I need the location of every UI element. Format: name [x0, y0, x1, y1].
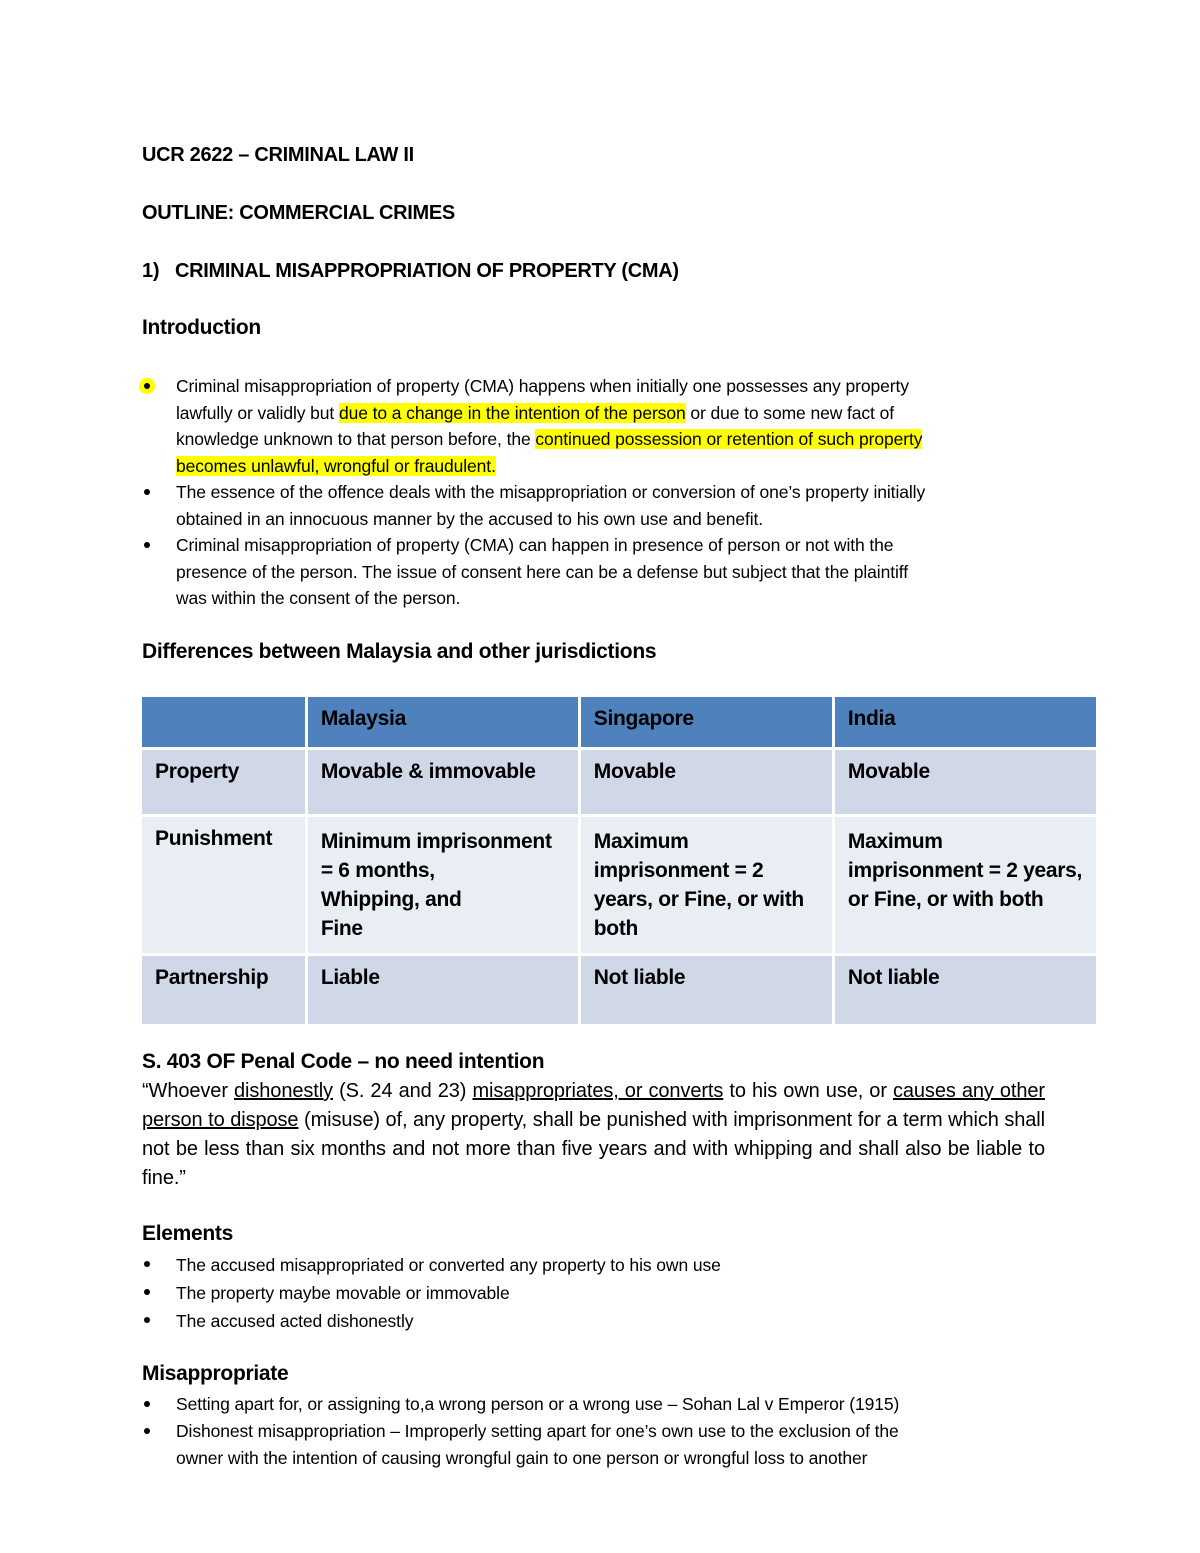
introduction-heading: Introduction — [142, 316, 261, 339]
misappropriate-b2-line1: Dishonest misappropriation – Improperly setting apart for one’s own use to the exclusion of the — [176, 1421, 899, 1441]
list-item: The property maybe movable or immovable — [142, 1279, 721, 1307]
table-row — [142, 956, 1096, 1024]
cell-line: Fine — [320, 917, 363, 940]
introduction-list — [142, 373, 925, 612]
underlined-text: misappropriates, or converts — [472, 1080, 724, 1102]
intro-b1-line2a: lawfully or validly but — [176, 402, 339, 423]
misappropriate-b2-line2: owner with the intention of causing wrongful gain to one person or wrongful loss to another — [176, 1448, 868, 1468]
s403-heading: S. 403 OF Penal Code – no need intention — [142, 1050, 545, 1073]
cell-line: both — [593, 917, 639, 940]
row-label: Partnership — [142, 956, 305, 1024]
intro-b1-line2c: or due to some new fact of — [685, 402, 894, 423]
course-title: UCR 2622 – CRIMINAL LAW II — [142, 144, 414, 166]
list-item — [142, 479, 925, 532]
intro-b2-line2: obtained in an innocuous manner by the accused to his own use and benefit. — [176, 508, 764, 529]
underlined-text: dishonestly — [234, 1080, 333, 1102]
elements-heading: Elements — [142, 1222, 233, 1245]
cell-line: = 6 months, — [320, 859, 435, 882]
table-header-cell: Malaysia — [308, 697, 578, 747]
table-header-cell: Singapore — [581, 697, 832, 747]
comparison-table — [139, 694, 1099, 1027]
section-title: 1) CRIMINAL MISAPPROPRIATION OF PROPERTY (CMA) — [142, 260, 679, 282]
intro-b1-line3a: knowledge unknown to that person before, the — [176, 429, 536, 449]
quote-text: (S. 24 and 23) — [332, 1080, 473, 1102]
table-cell: Not liable — [581, 956, 832, 1024]
intro-b3-line1: Criminal misappropriation of property (CMA) can happen in presence of person or not with the — [176, 535, 894, 555]
misappropriate-b1: Setting apart for, or assigning to,a wrong person or a wrong use – Sohan Lal v Emperor (1915) — [176, 1394, 900, 1414]
intro-b3-line2: presence of the person. The issue of consent here can be a defense but subject that the plaintiff — [176, 561, 908, 582]
list-item — [142, 1418, 899, 1472]
table-row — [142, 817, 1096, 953]
table-cell: Liable — [308, 956, 578, 1024]
misappropriate-list — [142, 1391, 899, 1472]
table-cell — [581, 817, 832, 953]
cell-line: imprisonment = 2 years, — [847, 859, 1083, 882]
cell-line: Maximum — [847, 830, 943, 853]
table-cell: Not liable — [835, 956, 1096, 1024]
table-header-row — [142, 697, 1096, 747]
highlight-text: becomes unlawful, wrongful or fraudulent. — [176, 455, 496, 476]
intro-b1-line1: Criminal misappropriation of property (CMA) happens when initially one possesses any property — [176, 376, 909, 396]
quote-text: “Whoever — [142, 1080, 234, 1102]
list-item — [142, 1391, 899, 1418]
list-item: The accused misappropriated or converted any property to his own use — [142, 1251, 721, 1279]
table-header-cell — [142, 697, 305, 747]
cell-line: or Fine, or with both — [847, 888, 1044, 911]
table-cell: Movable & immovable — [308, 750, 578, 814]
table-header-cell: India — [835, 697, 1096, 747]
cell-line: Minimum imprisonment — [320, 830, 552, 853]
cell-line: Maximum — [593, 830, 689, 853]
intro-b3-line3: was within the consent of the person. — [176, 588, 461, 608]
intro-b2-line1: The essence of the offence deals with the misappropriation or conversion of one’s property initially — [176, 482, 926, 502]
table-cell: Movable — [835, 750, 1096, 814]
list-item — [142, 532, 925, 612]
list-item — [142, 373, 925, 479]
cell-line: Whipping, and — [320, 888, 462, 911]
differences-heading: Differences between Malaysia and other jurisdictions — [142, 640, 657, 663]
row-label: Property — [142, 750, 305, 814]
cell-line: years, or Fine, or with — [593, 888, 804, 911]
quote-text: to his own use, or — [723, 1080, 893, 1102]
highlight-text: due to a change in the intention of the person — [338, 402, 686, 423]
highlight-text: continued possession or retention of such property — [535, 429, 923, 449]
misappropriate-heading: Misappropriate — [142, 1362, 289, 1385]
table-row — [142, 750, 1096, 814]
table-cell — [308, 817, 578, 953]
table-cell: Movable — [581, 750, 832, 814]
outline-title: OUTLINE: COMMERCIAL CRIMES — [142, 202, 455, 224]
quote-text: (misuse) of, any property, shall be punished with imprisonment for a term which shall not be less than six months and not more than five years and with whipping and shall also be liable to fine.” — [142, 1109, 1045, 1189]
list-item: The accused acted dishonestly — [142, 1307, 721, 1335]
row-label: Punishment — [142, 817, 305, 953]
underlined-text: causes any other person to dispose — [142, 1080, 1045, 1131]
elements-list — [142, 1251, 721, 1335]
s403-quote — [142, 1077, 1045, 1193]
cell-line: imprisonment = 2 — [593, 859, 764, 882]
table-cell — [835, 817, 1096, 953]
